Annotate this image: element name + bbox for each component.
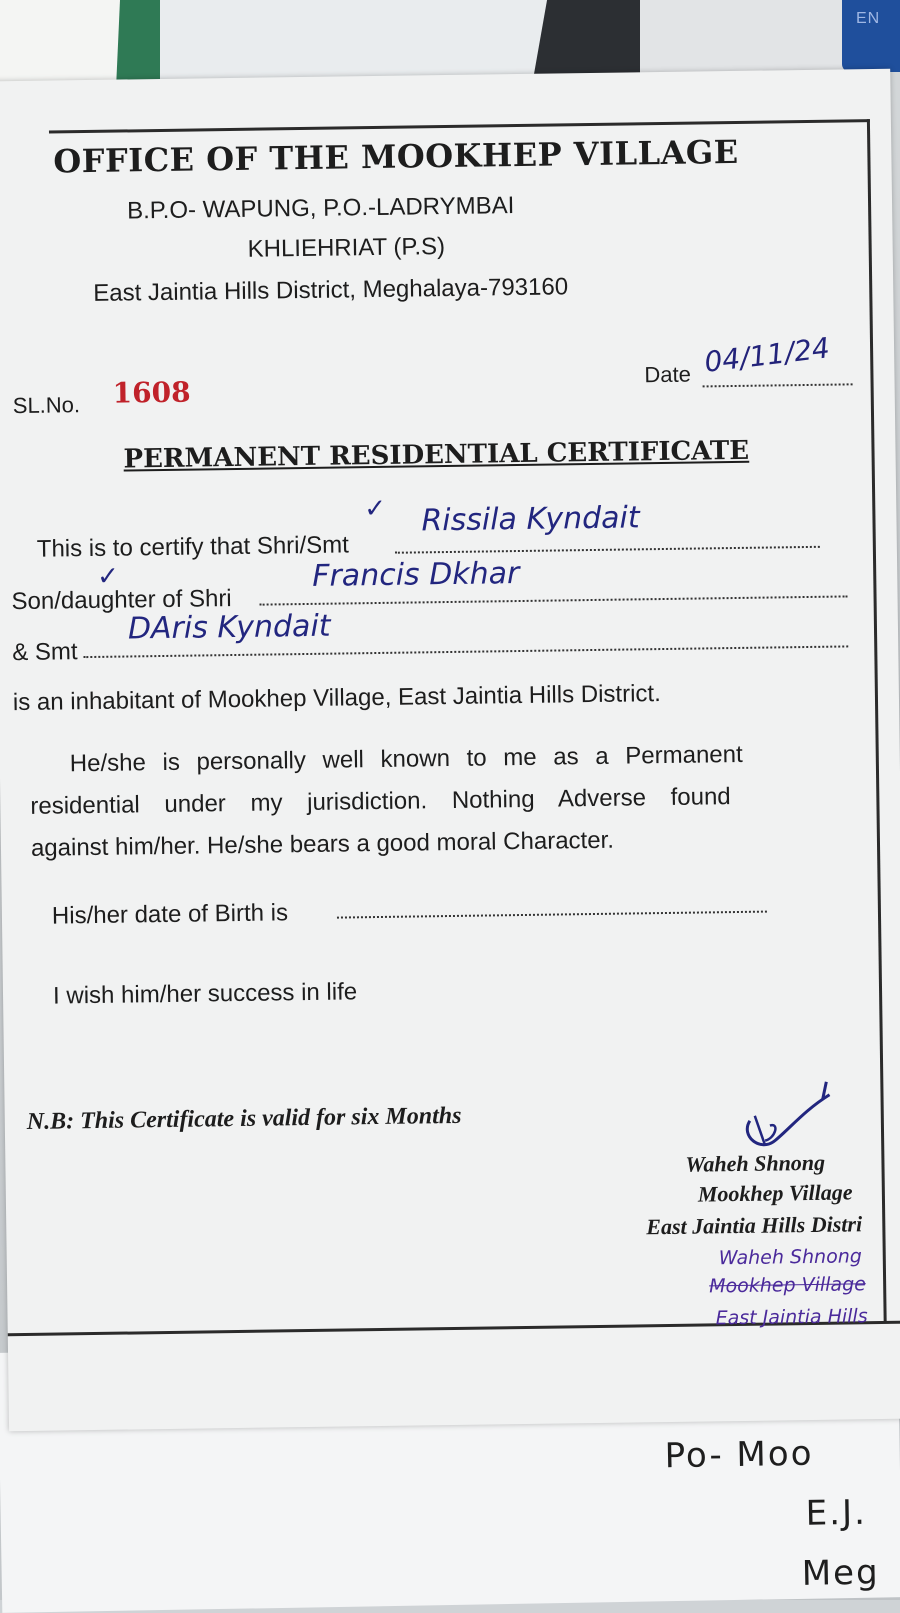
dob-label: His/her date of Birth is	[51, 899, 289, 930]
grey-object	[640, 0, 850, 80]
stamp-line-2: Mookhep Village	[709, 1273, 867, 1298]
address-line-1: B.P.O- WAPUNG, P.O.-LADRYMBAI	[126, 192, 515, 225]
note-line-4: Meg	[801, 1552, 880, 1594]
signature	[734, 1080, 845, 1162]
wish-line: I wish him/her success in life	[52, 978, 358, 1010]
stamp-line-3: East Jaintia Hills	[715, 1305, 868, 1330]
serial-label: SL.No.	[12, 392, 81, 419]
date-label: Date	[644, 361, 692, 388]
certificate-paper	[0, 69, 900, 1431]
stamp-line-1: Waheh Shnong	[718, 1245, 862, 1270]
certify-label: This is to certify that Shri/Smt	[36, 531, 350, 563]
paragraph-line-1: He/she is personally well known to me as a Permanent	[69, 740, 743, 778]
dark-object	[533, 0, 657, 80]
certify-value: Rissila Kyndait	[421, 500, 640, 539]
signatory-district: East Jaintia Hills Distri	[646, 1211, 863, 1240]
parent-value: Francis Dkhar	[311, 556, 520, 594]
address-line-3: East Jaintia Hills District, Meghalaya-793160	[93, 273, 569, 307]
mother-value: DAris Kyndait	[127, 608, 331, 647]
office-heading: OFFICE OF THE MOOKHEP VILLAGE	[53, 132, 739, 181]
paragraph-line-2: residential under my jurisdiction. Nothing Adverse found	[30, 783, 731, 820]
signatory-village: Mookhep Village	[697, 1179, 853, 1207]
mother-label: & Smt	[12, 638, 78, 667]
note-line-2: Po- Moo	[664, 1433, 814, 1477]
address-line-2: KHLIEHRIAT (P.S)	[247, 233, 446, 263]
note-line-3: E.J.	[805, 1492, 868, 1534]
parent-label: Son/daughter of Shri	[11, 585, 232, 616]
signatory-title: Waheh Shnong	[685, 1149, 826, 1177]
blue-book-label: EN	[856, 10, 881, 27]
check-mark-2: ✓	[96, 561, 120, 592]
serial-number: 1608	[112, 375, 191, 410]
validity-note: N.B: This Certificate is valid for six Months	[26, 1102, 462, 1135]
inhabitant-line: is an inhabitant of Mookhep Village, East Jaintia Hills District.	[12, 680, 661, 717]
paragraph-line-3: against him/her. He/she bears a good moral Character.	[30, 826, 615, 862]
check-mark: ✓	[364, 493, 387, 525]
date-value: 04/11/24	[702, 331, 832, 379]
certificate-title: PERMANENT RESIDENTIAL CERTIFICATE	[123, 435, 750, 475]
